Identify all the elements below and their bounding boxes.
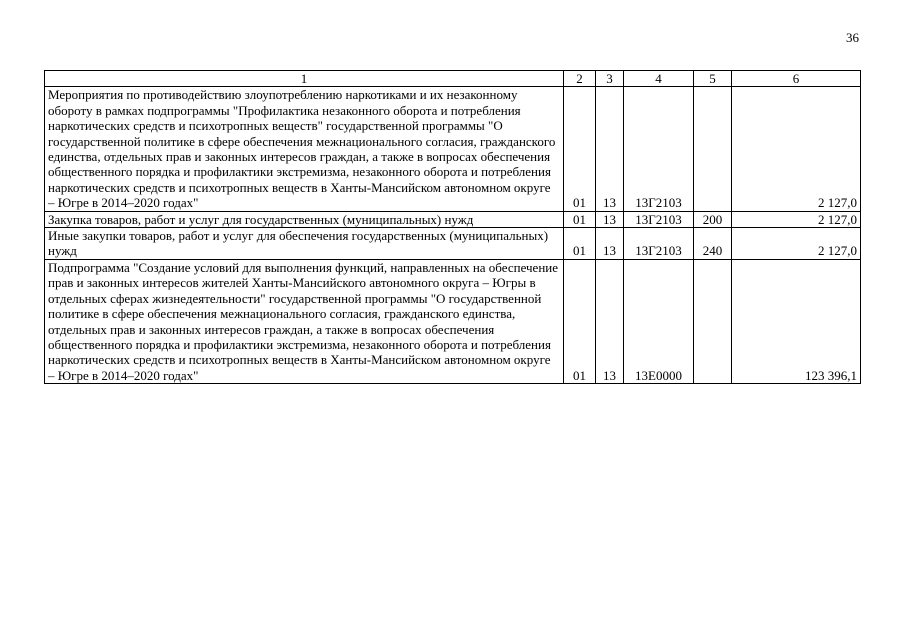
- column-header-2: 2: [564, 71, 596, 87]
- target-article-cell: 13Г2103: [624, 87, 694, 211]
- section-code-cell: 01: [564, 211, 596, 227]
- column-header-6: 6: [732, 71, 861, 87]
- section-code-cell: 01: [564, 259, 596, 383]
- table-row: [45, 87, 861, 211]
- row-name-cell: Мероприятия по противодействию злоупотреблению наркотиками и их незаконному обороту в рамках подпрограммы "Профилактика незаконного оборота и потребления наркотических средств и психотропных веществ" государственной программы "О государственной политике в сфере обеспечения межнационального согласия, гражданского единства, отдельных прав и законных интересов граждан, а также в вопросах обеспечения общественного порядка и профилактики экстремизма, незаконного оборота и потребления наркотических средств и психотропных веществ в Ханты-Мансийском автономном округе – Югре в 2014–2020 годах": [45, 87, 564, 211]
- amount-cell: 123 396,1: [732, 259, 861, 383]
- expense-type-cell: [694, 259, 732, 383]
- column-header-5: 5: [694, 71, 732, 87]
- amount-cell: 2 127,0: [732, 211, 861, 227]
- target-article-cell: 13Е0000: [624, 259, 694, 383]
- subsection-code-cell: 13: [596, 259, 624, 383]
- table-row: [45, 259, 861, 383]
- row-name-cell: Подпрограмма "Создание условий для выполнения функций, направленных на обеспечение прав и законных интересов жителей Ханты-Мансийского автономного округа – Югры в отдельных сферах жизнедеятельности" государственной программы "О государственной политике в сфере обеспечения межнационального согласия, гражданского единства, отдельных прав и законных интересов граждан, а также в вопросах обеспечения общественного порядка и профилактики экстремизма, незаконного оборота и потребления наркотических средств и психотропных веществ в Ханты-Мансийском автономном округе – Югре в 2014–2020 годах": [45, 259, 564, 383]
- page-number: 36: [846, 30, 859, 45]
- row-name-cell: Иные закупки товаров, работ и услуг для обеспечения государственных (муниципальных) нужд: [45, 228, 564, 260]
- budget-table: [44, 70, 861, 384]
- expense-type-cell: 200: [694, 211, 732, 227]
- table-header-row: [45, 71, 861, 87]
- target-article-cell: 13Г2103: [624, 228, 694, 260]
- column-header-3: 3: [596, 71, 624, 87]
- table-row: [45, 211, 861, 227]
- subsection-code-cell: 13: [596, 211, 624, 227]
- subsection-code-cell: 13: [596, 228, 624, 260]
- section-code-cell: 01: [564, 228, 596, 260]
- amount-cell: 2 127,0: [732, 228, 861, 260]
- amount-cell: 2 127,0: [732, 87, 861, 211]
- expense-type-cell: [694, 87, 732, 211]
- column-header-1: 1: [45, 71, 564, 87]
- column-header-4: 4: [624, 71, 694, 87]
- expense-type-cell: 240: [694, 228, 732, 260]
- subsection-code-cell: 13: [596, 87, 624, 211]
- section-code-cell: 01: [564, 87, 596, 211]
- target-article-cell: 13Г2103: [624, 211, 694, 227]
- row-name-cell: Закупка товаров, работ и услуг для государственных (муниципальных) нужд: [45, 211, 564, 227]
- table-row: [45, 228, 861, 260]
